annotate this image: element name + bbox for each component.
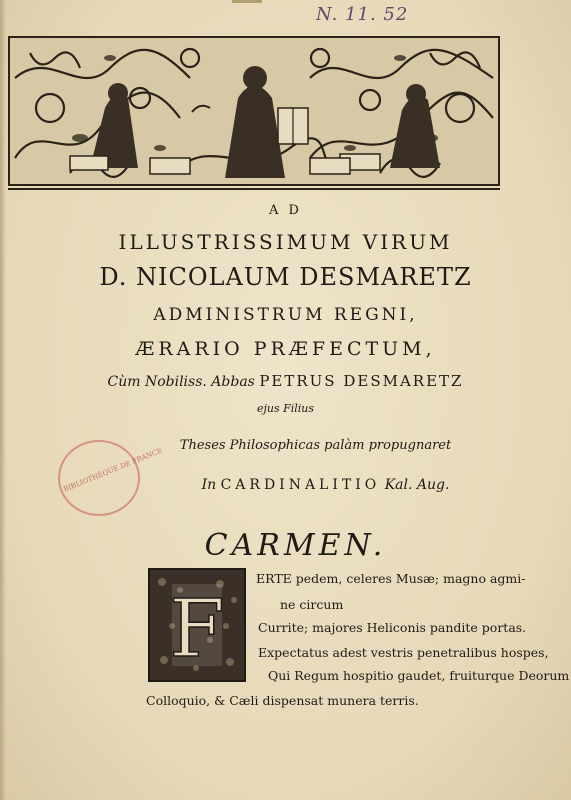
heading-nicolaum: D. NICOLAUM DESMARETZ [99, 263, 472, 291]
in-suffix: Kal. Aug. [384, 477, 450, 493]
verse-line-6: Colloquio, & Cæli dispensat munera terris. [146, 693, 419, 708]
heading-ad: A D [269, 203, 302, 218]
heading-administrum: ADMINISTRUM REGNI, [153, 305, 418, 325]
in-prefix: In [201, 477, 217, 493]
manuscript-mark [232, 0, 262, 3]
verse-line-1: ERTE pedem, celeres Musæ; magno agmi- [256, 571, 526, 586]
heading-in-line [40, 477, 571, 493]
cum-prefix: Cùm Nobiliss. Abbas [107, 374, 255, 390]
decorated-initial [148, 568, 246, 682]
headpiece-illustration [10, 38, 498, 184]
initial-ornament-icon [150, 570, 244, 680]
heading-carmen: CARMEN. [204, 528, 387, 563]
manuscript-shelfmark: N. 11. 52 [316, 4, 409, 25]
verse-line-4: Expectatus adest vestris penetralibus hospes, [258, 645, 549, 660]
heading-aerario: ÆRARIO PRÆFECTUM, [135, 338, 436, 360]
heading-ejus: ejus Filius [256, 402, 315, 415]
initial-letter: F [169, 582, 225, 675]
verse-line-5: Qui Regum hospitio gaudet, fruiturque Deorum [268, 668, 570, 683]
in-caps: CARDINALITIO [220, 477, 381, 493]
library-stamp-text: BIBLIOTHÈQUE DE FRANCE [62, 446, 164, 494]
cum-name: PETRUS DESMARETZ [259, 372, 464, 390]
heading-cum-line [0, 372, 571, 390]
verse-line-2: ne circum [280, 597, 344, 612]
verse-line-3: Currite; majores Heliconis pandite portas. [258, 620, 527, 635]
heading-theses: Theses Philosophicas palàm propugnaret [179, 438, 452, 453]
page-gutter-shadow [0, 0, 6, 800]
rule-line [8, 188, 500, 190]
woodcut-headpiece [8, 36, 500, 186]
heading-illustrissimum: ILLUSTRISSIMUM VIRUM [118, 230, 453, 254]
